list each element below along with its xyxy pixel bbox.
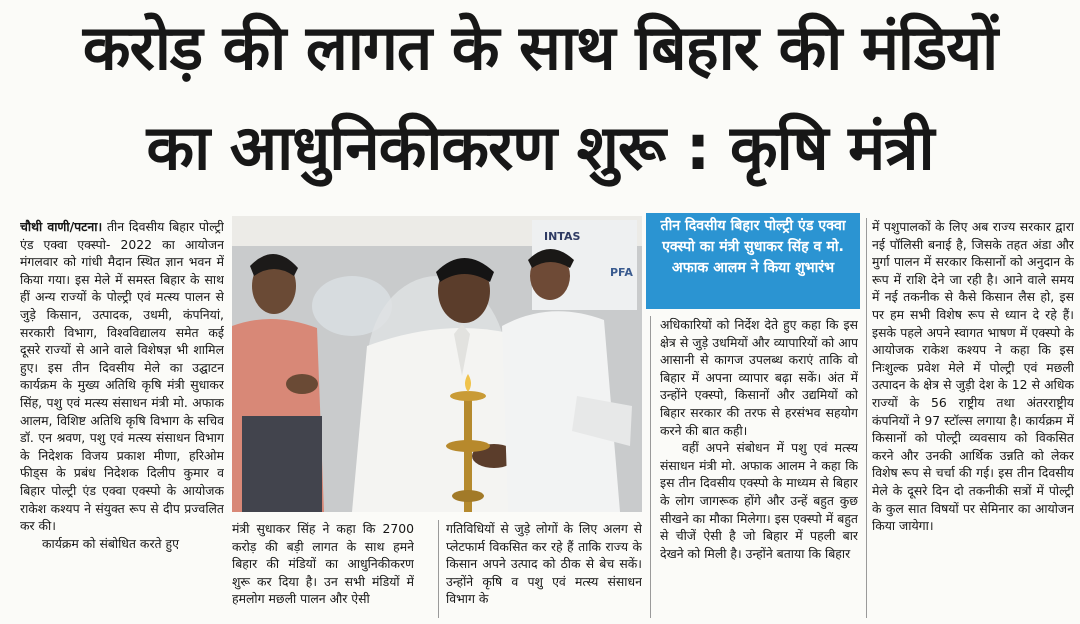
article-column-4	[660, 316, 858, 622]
article-paragraph: अधिकारियों को निर्देश देते हुए कहा कि इस क्षेत्र से जुड़े उधमियों और व्यापारियों को आप आसानी से कागज उपलब्ध कराएं ताकि वो बिहार में अपना व्यापार बढ़ा सकें। अंत में उन्होंने एक्स्पो, किसानों और उद्यमियों को बिहार सरकार की तरफ से हरसंभव सहयोग करने की बात कही।	[660, 317, 858, 438]
headline	[0, 0, 1080, 205]
article-text: तीन दिवसीय बिहार पोल्ट्री एंड एक्वा एक्स्पो- 2022 का आयोजन मंगलवार को गांधी मैदान स्थित ज्ञान भवन में किया गया। इस मेले में समस्त बिहार के साथ हीं अन्य राज्यों के पोल्ट्री एवं मत्स्य पालन से जुड़े किसान, उत्पादक, उधमी, कंपनियां, सरकारी विभाग, विश्वविद्यालय समेत कई दूसरे राज्यों से आने वाले विशेषज्ञ भी शामिल हुए। इस तीन दिवसीय मेले का उद्घाटन कार्यक्रम के मुख्य अतिथि कृषि मंत्री सुधाकर सिंह, पशु एवं मत्स्य संसाधन मंत्री मो. अफाक आलम, विशिष्ट अतिथि कृषि विभाग के सचिव डॉ. एन श्रवण, पशु एवं मत्स्य संसाधन विभाग के निदेशक विजय प्रकाश मीणा, हरिओम फीड्स के प्रबंध निदेशक दिलीप कुमार व बिहार पोल्ट्री एंड एक्वा एक्स्पो के आयोजक राकेश कश्यप ने संयुक्त रूप से दीप प्रज्वलित कर की।	[20, 219, 224, 534]
article-paragraph: मंत्री सुधाकर सिंह ने कहा कि 2700 करोड़ की बड़ी लागत के साथ हमने बिहार की मंडियों का आधुनिकीकरण शुरू कर दिया है। उन सभी मंडियों में हमलोग मछली पालन और ऐसी	[232, 521, 414, 607]
article-paragraph	[20, 218, 224, 535]
article-paragraph: गतिविधियों से जुड़े लोगों के लिए अलग से प्लेटफार्म विकसित कर रहे हैं ताकि राज्य के किसान अपने उत्पाद को ठीक से बेच सकें। उन्होंने कृषि व पशु एवं मत्स्य संसाधन विभाग के	[446, 521, 642, 607]
callout-box: तीन दिवसीय बिहार पोल्ट्री एंड एक्वा एक्स्पो का मंत्री सुधाकर सिंह व मो. अफाक आलम ने किया शुभारंभ	[646, 213, 860, 309]
article-paragraph: कार्यक्रम को संबोधित करते हुए	[42, 535, 179, 551]
article-paragraph: में पशुपालकों के लिए अब राज्य सरकार द्वारा नई पॉलिसी बनाई है, जिसके तहत अंडा और मुर्गा पालन में सरकार किसानों को अनुदान के रूप में राशि देने जा रही है। आने वाले समय में नई तकनीक से कैसे किसान लैस हो, इस पर हम सभी विशेष रूप से ध्यान दे रहे हैं। इसके पहले अपने स्वागत भाषण में एक्स्पो के आयोजक राकेश कश्यप ने कहा कि इस निःशुल्क प्रवेश मेले में पोल्ट्री एवं मछली उत्पादन के क्षेत्र से जुड़ी देश के 12 से अधिक राज्यों के 56 राष्ट्रीय तथा अंतरराष्ट्रीय कंपनियों ने 97 स्टॉल्स लगाया है। कार्यक्रम में किसानों को पोल्ट्री व्यवसाय को विकसित करने और उनकी आर्थिक उन्नति को लेकर विशेष रूप से चर्चा की गई। इस तीन दिवसीय मेले के दूसरे दिन दो तकनीकी सत्रों में पोल्ट्री के कुल सात विषयों पर सेमिनार का आयोजन किया जायेगा।	[872, 219, 1074, 534]
headline-line-2: का आधुनिकीकरण शुरू : कृषि मंत्री	[146, 111, 934, 184]
column-divider	[866, 218, 867, 618]
column-divider	[650, 316, 651, 618]
event-photo	[232, 216, 642, 512]
article-paragraph: वहीं अपने संबोधन में पशु एवं मत्स्य संसाधन मंत्री मो. अफाक आलम ने कहा कि इस तीन दिवसीय एक्स्पो के माध्यम से बिहार के लोग जागरूक होंगे और उन्हें बहुत कुछ सीखने का मौका मिलेगा। इस एक्स्पो में बहुत से चीजें ऐसी है जो बिहार में पहली बार देखने को मिली है। उन्होंने बताया कि बिहार	[660, 440, 858, 561]
headline-line-1: करोड़ की लागत के साथ बिहार की मंडियों	[82, 11, 998, 84]
lamp-lighting-photo	[232, 216, 642, 512]
dateline: चौथी वाणी/पटना।	[20, 219, 103, 234]
banner-text-2: PFA	[610, 266, 633, 279]
article-column-5	[872, 218, 1074, 622]
next-article-edge	[0, 612, 1080, 624]
banner-text: INTAS	[544, 230, 581, 243]
article-column-1	[20, 218, 224, 622]
article-column-2	[232, 520, 414, 622]
article-column-3	[446, 520, 642, 622]
column-divider	[438, 520, 439, 618]
